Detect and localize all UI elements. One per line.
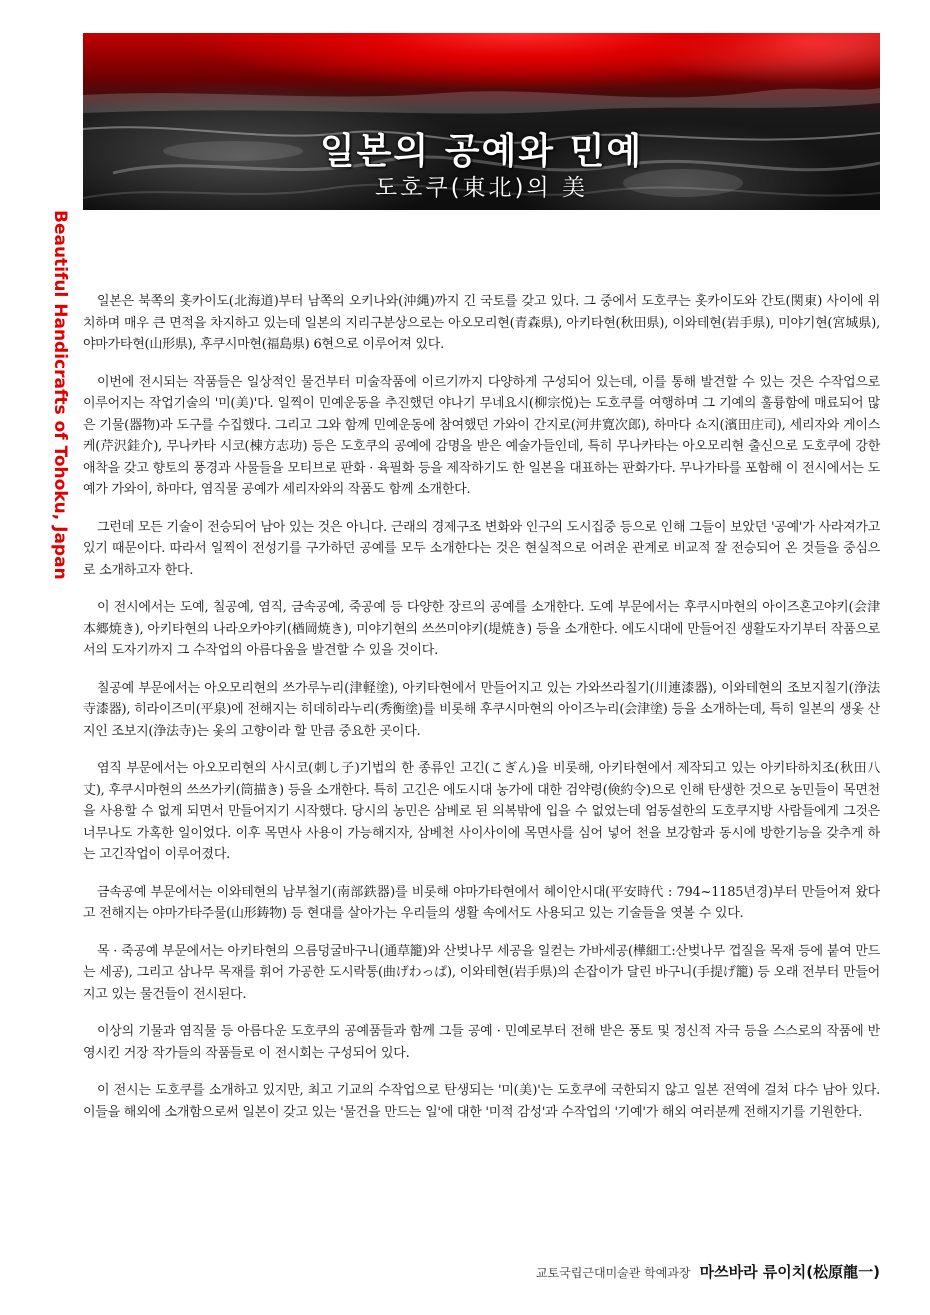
vertical-english-title: Beautiful Handicrafts of Tohoku, Japan bbox=[50, 210, 70, 580]
paragraph: 이번에 전시되는 작품들은 일상적인 물건부터 미술작품에 이르기까지 다양하게 구성되어 있는데, 이를 통해 발견할 수 있는 것은 수작업으로 이루어지는 작업기술의 '미(美)'다. 일찍이 민예운동을 추진했던 야나기 무네요시(柳宗悦)는 도호쿠를 여행하며 그 기예의 훌륭함에 매료되어 많은 기물(器物)과 도구를 수집했다. 그리고 그와 함께 민예운동에 참여했던 가와이 간지로(河井寛次郎), 하마다 쇼지(濱田庄司), 세리자와 게이스케(芹沢銈介), 무나카타 시코(棟方志功) 등은 도호쿠의 공예에 감명을 받은 예술가들인데, 특히 무나카타는 아오모리현 출신으로 도호쿠에 강한 애착을 갖고 향토의 풍경과 사물들을 모티브로 판화 · 육필화 등을 제작하기도 한 일본을 대표하는 판화가다. 무나가타를 포함해 이 전시에서는 도예가 가와이, 하마다, 염직물 공예가 세리자와의 작품도 함께 소개한다. bbox=[83, 374, 880, 497]
author-name: 마쓰바라 류이치(松原龍一) bbox=[699, 1263, 880, 1281]
paragraph: 그런데 모든 기술이 전승되어 남아 있는 것은 아니다. 근래의 경제구조 변화와 인구의 도시집중 등으로 인해 그들이 보았던 '공예'가 사라져가고 있기 때문이다. 따라서 일찍이 전성기를 구가하던 공예를 모두 소개한다는 것은 현실적으로 어려운 관계로 비교적 잘 전승되어 온 것들을 중심으로 소개하고자 한다. bbox=[83, 519, 880, 578]
paragraph: 염직 부문에서는 아오모리현의 사시코(刺し子)기법의 한 종류인 고긴(こぎん)을 비롯해, 아키타현에서 제작되고 있는 아키타하치조(秋田八丈), 후쿠시마현의 쓰쓰가키(筒描き) 등을 소개한다. 특히 고긴은 에도시대 농가에 대한 검약령(倹約令)으로 인해 탄생한 것으로 농민들이 목면천을 사용할 수 없게 되면서 만들어지기 시작했다. 당시의 농민은 삼베로 된 의복밖에 입을 수 없었는데 엄동설한의 도호쿠지방 사람들에게 그것은 너무나도 가혹한 일이었다. 이후 목면사 사용이 가능해지자, 삼베천 사이사이에 목면사를 심어 넣어 천을 보강함과 동시에 방한기능을 갖추게 하는 고긴작업이 이루어졌다. bbox=[83, 761, 880, 862]
paragraph: 이 전시에서는 도예, 칠공예, 염직, 금속공예, 죽공예 등 다양한 장르의 공예를 소개한다. 도예 부문에서는 후쿠시마현의 아이즈혼고야키(会津本郷焼き), 아키타현의 나라오카야키(楢岡焼き), 미야기현의 쓰쓰미야키(堤焼き) 등을 소개한다. 에도시대에 만들어진 생활도자기부터 작품으로서의 도자기까지 그 수작업의 아름다움을 발견할 수 있을 것이다. bbox=[83, 600, 880, 658]
author-credit bbox=[536, 1261, 880, 1282]
paragraph: 칠공예 부문에서는 아오모리현의 쓰가루누리(津軽塗), 아키타현에서 만들어지고 있는 가와쓰라칠기(川連漆器), 이와테현의 조보지칠기(浄法寺漆器), 히라이즈미(平泉)에 전해지는 히데히라누리(秀衡塗)를 비롯해 후쿠시마현의 아이즈누리(会津塗) 등을 소개하는데, 특히 일본의 생옻 산지인 조보지(浄法寺)는 옻의 고향이라 할 만큼 중요한 곳이다. bbox=[83, 680, 880, 739]
paragraph: 목 · 죽공예 부문에서는 아키타현의 으름덩굴바구니(通草籠)와 산벚나무 세공을 일컫는 가바세공(樺細工:산벚나무 껍질을 목재 등에 붙여 만드는 세공), 그리고 삼나무 목재를 휘어 가공한 도시락통(曲げわっぱ), 이와테현(岩手県)의 손잡이가 달린 바구니(手提げ籠) 등 오래 전부터 만들어지고 있는 물건들이 전시된다. bbox=[83, 943, 880, 1002]
author-organization: 교토국립근대미술관 학예과장 bbox=[536, 1266, 691, 1280]
header-banner bbox=[83, 33, 880, 210]
paragraph: 일본은 북쪽의 홋카이도(北海道)부터 남쪽의 오키나와(沖縄)까지 긴 국토를 갖고 있다. 그 중에서 도호쿠는 홋카이도와 간토(関東) 사이에 위치하며 매우 큰 면적을 차지하고 있는데 일본의 지리구분상으로는 아오모리현(青森県), 아키타현(秋田県), 이와테현(岩手県), 미야기현(宮城県), 야마가타현(山形県), 후쿠시마현(福島県) 6현으로 이루어져 있다. bbox=[83, 294, 880, 352]
paragraph: 이 전시는 도호쿠를 소개하고 있지만, 최고 기교의 수작업으로 탄생되는 '미(美)'는 도호쿠에 국한되지 않고 일본 전역에 걸쳐 다수 남아 있다. 이들을 해외에 소개함으로써 일본이 갖고 있는 '물건을 만드는 일'에 대한 '미적 감성'과 수작업의 '기예'가 해외 여러분께 전해지기를 기원한다. bbox=[83, 1083, 880, 1120]
paragraph: 금속공예 부문에서는 이와테현의 남부철기(南部鉄器)를 비롯해 야마가타현에서 헤이안시대(平安時代 : 794~1185년경)부터 만들어져 왔다고 전해지는 야마가타주물(山形鋳物) 등 현대를 살아가는 우리들의 생활 속에서도 사용되고 있는 기술들을 엿볼 수 있다. bbox=[83, 884, 880, 921]
page-subtitle: 도호쿠(東北)의 美 bbox=[374, 175, 589, 201]
paragraph: 이상의 기물과 염직물 등 아름다운 도호쿠의 공예품들과 함께 그들 공예 · 민예로부터 전해 받은 풍토 및 정신적 자극 등을 스스로의 작품에 반영시킨 거장 작가들의 작품들로 이 전시회는 구성되어 있다. bbox=[83, 1024, 880, 1061]
article-body bbox=[83, 291, 880, 1139]
page-title: 일본의 공예와 민예 bbox=[319, 131, 644, 172]
